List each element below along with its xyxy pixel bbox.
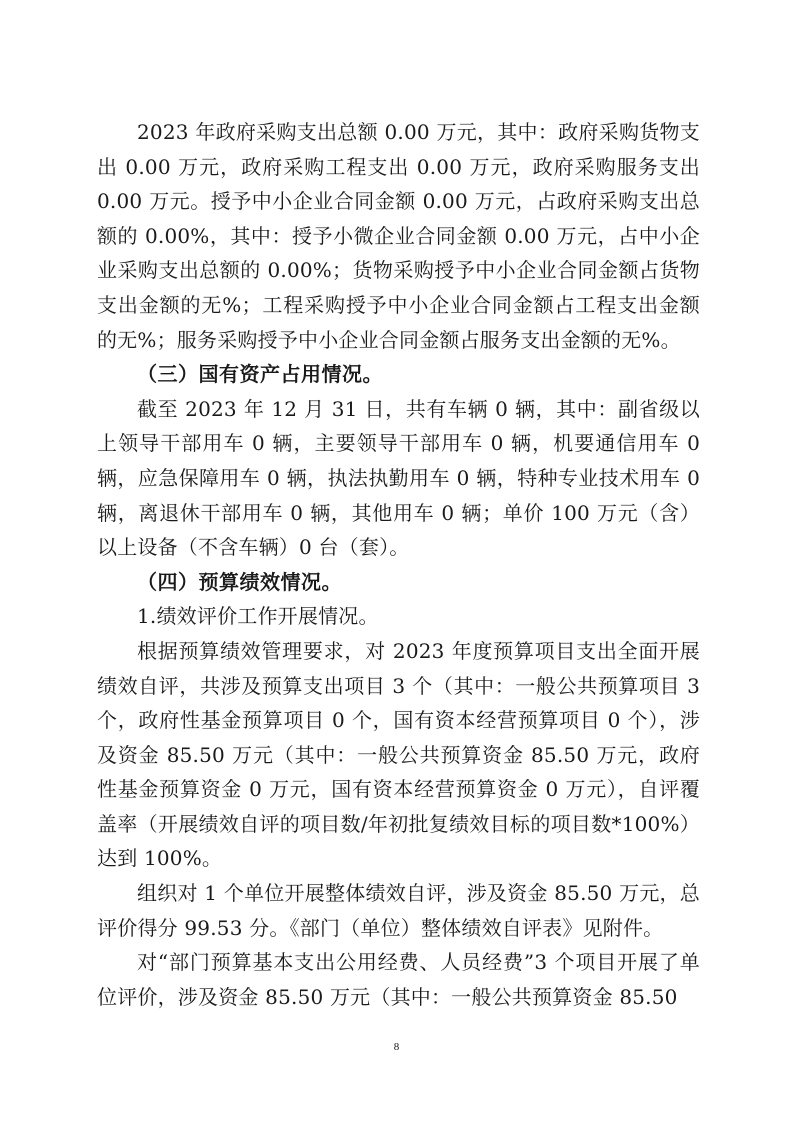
document-body [97,115,700,1014]
section-heading-state-assets: （三）国有资产占用情况。 [137,362,383,387]
paragraph-project-evaluation: 对“部门预算基本支出公用经费、人员经费”3 个项目开展了单位评价，涉及资金 85.50 万元（其中：一般公共预算资金 85.50 [97,950,700,1009]
paragraph-government-procurement: 2023 年政府采购支出总额 0.00 万元，其中：政府采购货物支出 0.00 万元，政府采购工程支出 0.00 万元，政府采购服务支出 0.00 万元。授予中小企业合同金额 0.00 万元，占政府采购支出总额的 0.00%，其中：授予小微企业合同金额 0.00 万元，占中小企业采购支出总额的 0.00%；货物采购授予中小企业合同金额占货物支出金额的无%；工程采购授予中小企业合同金额占工程支出金额的无%；服务采购授予中小企业合同金额占服务支出金额的无%。 [97,120,700,352]
paragraph-unit-evaluation: 组织对 1 个单位开展整体绩效自评，涉及资金 85.50 万元，总评价得分 99.53 分。《部门（单位）整体绩效自评表》见附件。 [97,881,700,940]
page-number: 8 [393,1041,400,1053]
paragraph-evaluation-subheading: 1.绩效评价工作开展情况。 [137,604,379,629]
paragraph-vehicles: 截至 2023 年 12 月 31 日，共有车辆 0 辆，其中：副省级以上领导干部用车 0 辆，主要领导干部用车 0 辆，机要通信用车 0 辆，应急保障用车 0 辆，执法执勤用车 0 辆，特种专业技术用车 0 辆，离退休干部用车 0 辆，其他用车 0 辆；单价 100 万元（含）以上设备（不含车辆）0 台（套）。 [97,396,700,560]
paragraph-self-evaluation: 根据预算绩效管理要求，对 2023 年度预算项目支出全面开展绩效自评，共涉及预算支出项目 3 个（其中：一般公共预算项目 3 个，政府性基金预算项目 0 个，国有资本经营预算项目 0 个），涉及资金 85.50 万元（其中：一般公共预算资金 85.50 万元，政府性基金预算资金 0 万元，国有资本经营预算资金 0 万元），自评覆盖率（开展绩效自评的项目数/年初批复绩效目标的项目数*100%）达到 100%。 [97,638,700,871]
section-heading-budget-performance: （四）预算绩效情况。 [137,569,342,594]
